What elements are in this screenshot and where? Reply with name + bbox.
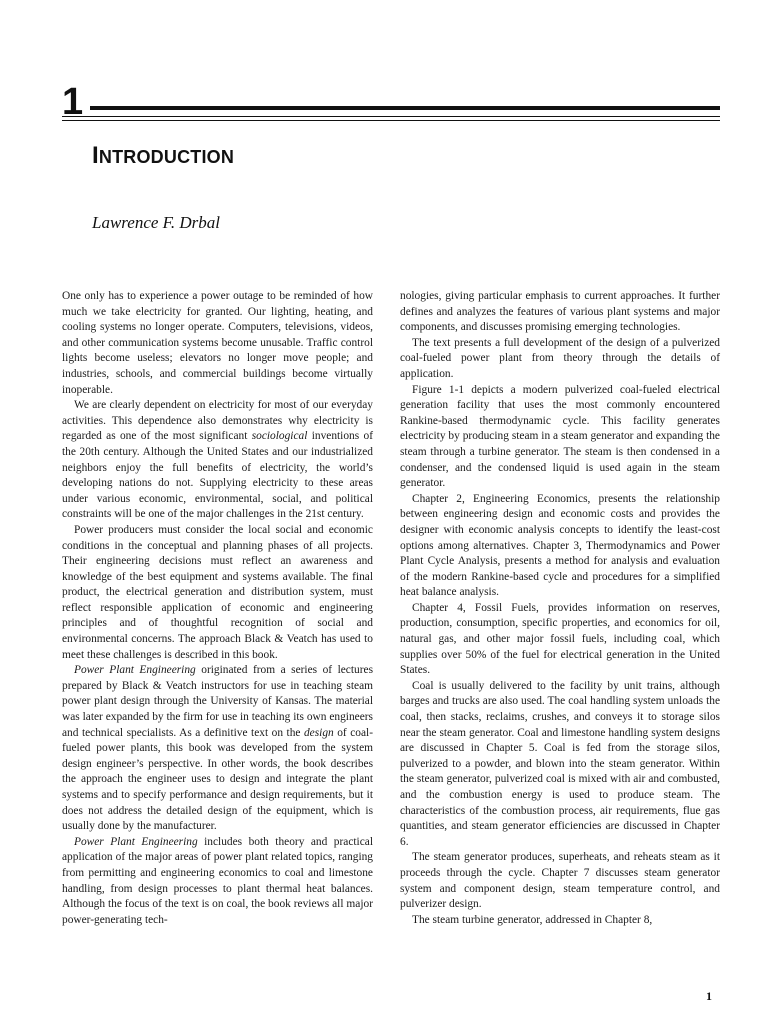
paragraph: Coal is usually delivered to the facility by unit trains, although barges and trucks are also used. The coal handling system unloads the coal, then stacks, reclaims, crushes, and conveys it to storage silos near the steam generator. Coal and limestone handling system designs are discussed in Chapter 5. Coal is fed from the storage silos, pulverized to a powder, and blown into the steam generator. Within the steam generator, pulverized coal is mixed with air and combusted, and the combustion energy is used to produce steam. The characteristics of the combustion process, air requirements, flue gas quantities, and steam generator efficiencies are discussed in Chapter 6. (400, 679, 720, 848)
paragraph: Power producers must consider the local social and economic conditions in the conceptual and planning phases of all projects. Their engineering decisions must reflect an awareness and knowledge of the best equipment and systems available. The final product, the electrical generation and distribution system, must reflect responsible application of economic and engineering principles and of thoughtful recognition of social and environmental concerns. The approach Black & Veatch has used to meet these challenges is described in this book. (62, 523, 373, 661)
paragraph: Chapter 4, Fossil Fuels, provides information on reserves, production, consumption, specific properties, and economics for oil, natural gas, and other major fossil fuels, including coal, which supplies over 50% of the fuel for electrical generation in the United States. (400, 601, 720, 677)
paragraph: Figure 1-1 depicts a modern pulverized coal-fueled electrical generation facility that uses the most commonly encountered Rankine-based thermodynamic cycle. This facility generates electricity by producing steam in a steam generator and expanding the steam through a turbine generator. The steam is then condensed in a condenser, and the condensed liquid is used again in the steam generator. (400, 383, 720, 490)
chapter-title (92, 142, 234, 170)
paragraph: One only has to experience a power outage to be reminded of how much we take electricity for granted. Our lighting, heating, and cooling systems no longer operate. Computers, televisions, videos, and other communication systems become unusable. Traffic control lights become useless; elevators no longer move people; and industries, schools, and commercial buildings become virtually inoperable. (62, 290, 373, 396)
page-number: 1 (706, 989, 712, 1003)
paragraph: nologies, giving particular emphasis to current approaches. It further defines and analyzes the features of various plant systems and major components, and discusses promising emerging technologies. (400, 290, 720, 334)
paragraph: The steam generator produces, superheats, and reheats steam as it proceeds through the cycle. Chapter 7 discusses steam generator system and component design, steam temperature control, and pulverizer design. (400, 851, 720, 911)
paragraph: Power Plant Engineering originated from a series of lectures prepared by Black & Veatch instructors for use in teaching steam power plant design through the University of Kansas. The material was later expanded by the firm for use in teaching its own engineers and technical specialists. As a definitive text on the design of coal-fueled power plants, this book was developed from the system design engineer’s perspective. In other words, the book describes the approach the engineer uses to design and integrate the plant systems and to specify performance and design requirements, but it does not address the detailed design of the equipment, which is usually done by the manufacturer. (62, 664, 374, 833)
paragraph: We are clearly dependent on electricity for most of our everyday activities. This dependence also demonstrates why electricity is regarded as one of the most significant sociological inventions of the 20th century. Although the United States and our industrialized neighbors enjoy the full benefits of electricity, the world’s developing nations do not. Supplying electricity to these areas under various economic, environmental, social, and political constraints will be one of the major challenges in the 21st century. (62, 399, 373, 521)
chapter-rule-thin-lower (62, 120, 720, 121)
chapter-title-initial: I (92, 142, 99, 169)
chapter-title-rest: NTRODUCTION (98, 147, 235, 167)
chapter-number: 1 (62, 81, 84, 123)
chapter-rule-thin (62, 116, 720, 117)
paragraph: The steam turbine generator, addressed in Chapter 8, (412, 913, 653, 926)
left-column (62, 289, 373, 928)
chapter-rule-thick (90, 106, 720, 110)
paragraph: The text presents a full development of the design of a pulverized coal-fueled power plant from theory through the details of application. (400, 336, 720, 380)
paragraph: Chapter 2, Engineering Economics, presents the relationship between engineering design and economic costs and provides the designer with economic analysis concepts to identify the least-cost options among alternatives. Chapter 3, Thermodynamics and Power Plant Cycle Analysis, presents a method for analysis and evaluation of the modern Rankine-based cycle and procedures for a simplified heat balance analysis. (400, 492, 720, 599)
right-column (400, 289, 720, 928)
author-name: Lawrence F. Drbal (92, 213, 220, 232)
paragraph: Power Plant Engineering includes both theory and practical application of the major areas of power plant related topics, ranging from permitting and engineering economics to coal and limestone handling, from design processes to plant thermal heat balances. Although the focus of the text is on coal, the book reviews all major power-generating tech- (62, 835, 373, 926)
